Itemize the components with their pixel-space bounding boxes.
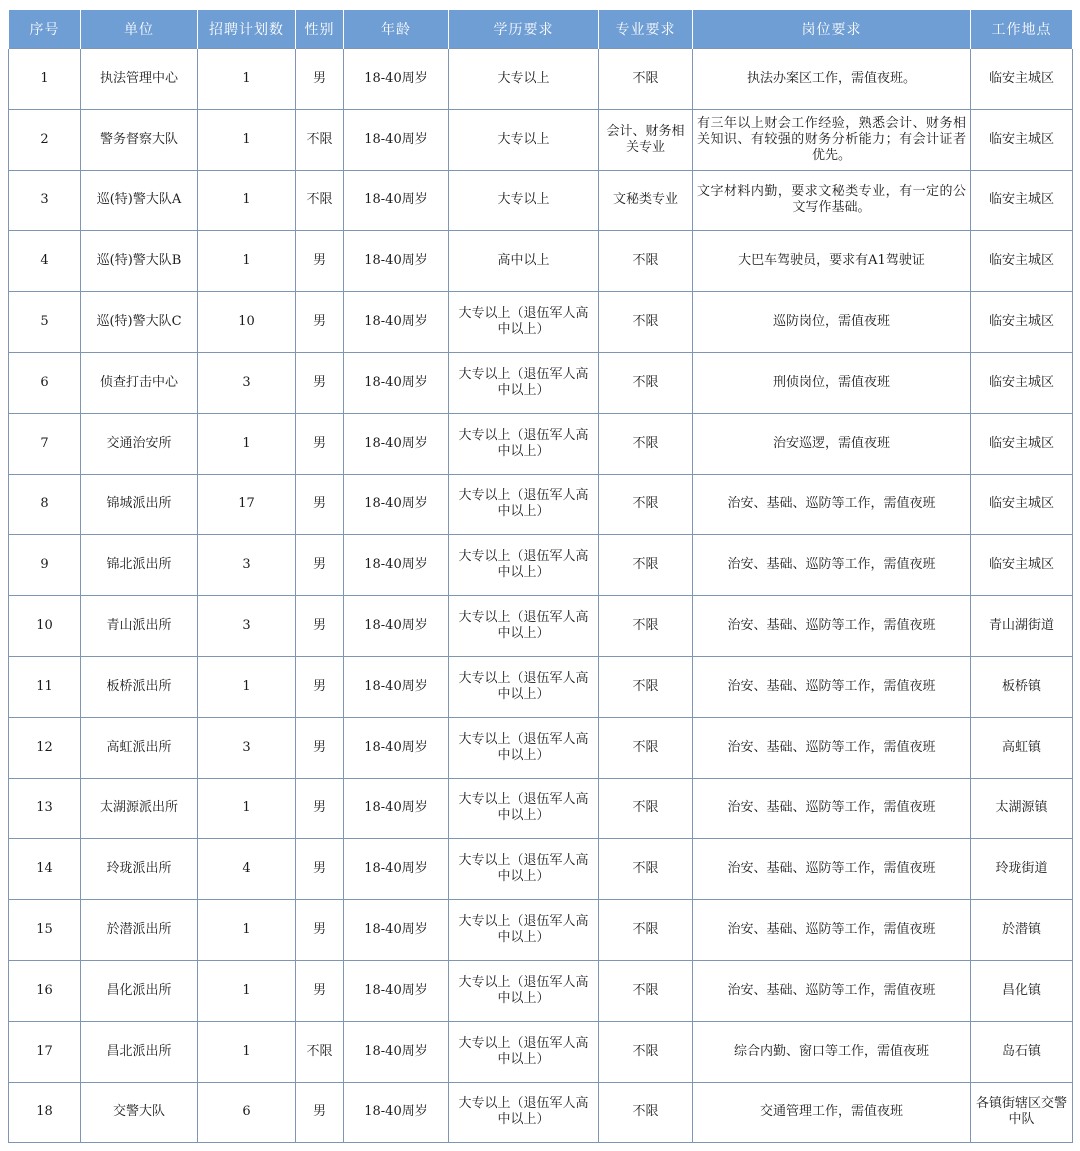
table-row: [9, 413, 1073, 474]
cell-major: 不限: [599, 778, 693, 839]
cell-major: 不限: [599, 1082, 693, 1143]
cell-job-requirement: 巡防岗位，需值夜班: [693, 292, 971, 353]
cell-index: 10: [9, 596, 81, 657]
cell-index: 1: [9, 49, 81, 110]
cell-unit: 昌北派出所: [81, 1021, 198, 1082]
cell-education: 大专以上（退伍军人高中以上）: [449, 292, 599, 353]
table-row: [9, 596, 1073, 657]
cell-age: 18-40周岁: [344, 1082, 449, 1143]
table-row: [9, 535, 1073, 596]
table-row: [9, 900, 1073, 961]
cell-unit: 锦城派出所: [81, 474, 198, 535]
cell-index: 13: [9, 778, 81, 839]
cell-plan-count: 4: [198, 839, 296, 900]
cell-education: 大专以上（退伍军人高中以上）: [449, 778, 599, 839]
cell-plan-count: 3: [198, 535, 296, 596]
cell-gender: 男: [296, 839, 344, 900]
cell-plan-count: 1: [198, 778, 296, 839]
cell-major: 不限: [599, 839, 693, 900]
cell-education: 大专以上（退伍军人高中以上）: [449, 474, 599, 535]
header-education: 学历要求: [449, 10, 599, 49]
cell-major: 不限: [599, 352, 693, 413]
cell-index: 4: [9, 231, 81, 292]
cell-location: 昌化镇: [971, 960, 1073, 1021]
header-major: 专业要求: [599, 10, 693, 49]
cell-job-requirement: 有三年以上财会工作经验，熟悉会计、财务相关知识、有较强的财务分析能力；有会计证者优先。: [693, 109, 971, 170]
table-row: [9, 109, 1073, 170]
cell-unit: 交警大队: [81, 1082, 198, 1143]
cell-index: 18: [9, 1082, 81, 1143]
cell-gender: 不限: [296, 109, 344, 170]
cell-location: 临安主城区: [971, 292, 1073, 353]
table-row: [9, 717, 1073, 778]
cell-job-requirement: 治安、基础、巡防等工作，需值夜班: [693, 717, 971, 778]
table-row: [9, 960, 1073, 1021]
cell-age: 18-40周岁: [344, 352, 449, 413]
cell-age: 18-40周岁: [344, 109, 449, 170]
cell-education: 大专以上（退伍军人高中以上）: [449, 596, 599, 657]
cell-gender: 不限: [296, 1021, 344, 1082]
cell-age: 18-40周岁: [344, 413, 449, 474]
cell-plan-count: 1: [198, 109, 296, 170]
cell-major: 会计、财务相关专业: [599, 109, 693, 170]
cell-major: 不限: [599, 900, 693, 961]
cell-job-requirement: 交通管理工作，需值夜班: [693, 1082, 971, 1143]
cell-job-requirement: 文字材料内勤，要求文秘类专业，有一定的公文写作基础。: [693, 170, 971, 231]
cell-gender: 男: [296, 717, 344, 778]
cell-location: 玲珑街道: [971, 839, 1073, 900]
cell-location: 太湖源镇: [971, 778, 1073, 839]
cell-location: 临安主城区: [971, 413, 1073, 474]
cell-index: 6: [9, 352, 81, 413]
cell-location: 临安主城区: [971, 109, 1073, 170]
table-row: [9, 839, 1073, 900]
cell-job-requirement: 大巴车驾驶员，要求有A1驾驶证: [693, 231, 971, 292]
cell-gender: 男: [296, 596, 344, 657]
cell-gender: 男: [296, 656, 344, 717]
cell-education: 大专以上（退伍军人高中以上）: [449, 1021, 599, 1082]
cell-gender: 男: [296, 535, 344, 596]
cell-plan-count: 1: [198, 231, 296, 292]
cell-gender: 男: [296, 900, 344, 961]
cell-location: 於潜镇: [971, 900, 1073, 961]
cell-plan-count: 1: [198, 1021, 296, 1082]
cell-gender: 男: [296, 474, 344, 535]
cell-index: 12: [9, 717, 81, 778]
cell-plan-count: 1: [198, 413, 296, 474]
cell-plan-count: 1: [198, 900, 296, 961]
cell-age: 18-40周岁: [344, 656, 449, 717]
cell-education: 大专以上: [449, 49, 599, 110]
cell-job-requirement: 刑侦岗位，需值夜班: [693, 352, 971, 413]
table-row: [9, 656, 1073, 717]
cell-location: 临安主城区: [971, 49, 1073, 110]
cell-job-requirement: 治安、基础、巡防等工作，需值夜班: [693, 960, 971, 1021]
header-index: 序号: [9, 10, 81, 49]
cell-major: 不限: [599, 1021, 693, 1082]
cell-age: 18-40周岁: [344, 900, 449, 961]
cell-unit: 高虹派出所: [81, 717, 198, 778]
cell-plan-count: 3: [198, 717, 296, 778]
cell-job-requirement: 治安、基础、巡防等工作，需值夜班: [693, 900, 971, 961]
cell-major: 文秘类专业: [599, 170, 693, 231]
cell-index: 16: [9, 960, 81, 1021]
cell-unit: 执法管理中心: [81, 49, 198, 110]
cell-age: 18-40周岁: [344, 474, 449, 535]
cell-index: 9: [9, 535, 81, 596]
cell-job-requirement: 治安、基础、巡防等工作，需值夜班: [693, 778, 971, 839]
cell-job-requirement: 治安、基础、巡防等工作，需值夜班: [693, 474, 971, 535]
cell-plan-count: 17: [198, 474, 296, 535]
cell-major: 不限: [599, 535, 693, 596]
cell-age: 18-40周岁: [344, 960, 449, 1021]
table-row: [9, 292, 1073, 353]
cell-unit: 锦北派出所: [81, 535, 198, 596]
cell-education: 大专以上: [449, 109, 599, 170]
cell-location: 临安主城区: [971, 231, 1073, 292]
cell-plan-count: 1: [198, 49, 296, 110]
cell-index: 14: [9, 839, 81, 900]
cell-major: 不限: [599, 717, 693, 778]
cell-age: 18-40周岁: [344, 231, 449, 292]
header-location: 工作地点: [971, 10, 1073, 49]
cell-gender: 男: [296, 292, 344, 353]
recruitment-table-container: [8, 10, 1072, 1143]
cell-job-requirement: 治安、基础、巡防等工作，需值夜班: [693, 656, 971, 717]
cell-unit: 昌化派出所: [81, 960, 198, 1021]
cell-job-requirement: 治安、基础、巡防等工作，需值夜班: [693, 535, 971, 596]
cell-age: 18-40周岁: [344, 170, 449, 231]
cell-education: 大专以上（退伍军人高中以上）: [449, 413, 599, 474]
cell-age: 18-40周岁: [344, 596, 449, 657]
cell-major: 不限: [599, 413, 693, 474]
cell-location: 高虹镇: [971, 717, 1073, 778]
cell-location: 岛石镇: [971, 1021, 1073, 1082]
cell-age: 18-40周岁: [344, 1021, 449, 1082]
cell-unit: 侦查打击中心: [81, 352, 198, 413]
cell-location: 临安主城区: [971, 170, 1073, 231]
cell-location: 青山湖街道: [971, 596, 1073, 657]
cell-gender: 男: [296, 352, 344, 413]
cell-plan-count: 1: [198, 170, 296, 231]
cell-education: 大专以上（退伍军人高中以上）: [449, 717, 599, 778]
table-row: [9, 1021, 1073, 1082]
table-row: [9, 1082, 1073, 1143]
cell-education: 大专以上（退伍军人高中以上）: [449, 535, 599, 596]
header-unit: 单位: [81, 10, 198, 49]
cell-gender: 男: [296, 1082, 344, 1143]
table-row: [9, 352, 1073, 413]
cell-plan-count: 6: [198, 1082, 296, 1143]
cell-plan-count: 10: [198, 292, 296, 353]
cell-location: 临安主城区: [971, 352, 1073, 413]
cell-location: 临安主城区: [971, 535, 1073, 596]
cell-age: 18-40周岁: [344, 535, 449, 596]
cell-age: 18-40周岁: [344, 49, 449, 110]
cell-job-requirement: 治安、基础、巡防等工作，需值夜班: [693, 839, 971, 900]
table-header-row: [9, 10, 1073, 49]
cell-unit: 板桥派出所: [81, 656, 198, 717]
table-row: [9, 778, 1073, 839]
cell-unit: 巡(特)警大队A: [81, 170, 198, 231]
table-row: [9, 231, 1073, 292]
cell-age: 18-40周岁: [344, 839, 449, 900]
cell-age: 18-40周岁: [344, 717, 449, 778]
cell-unit: 警务督察大队: [81, 109, 198, 170]
cell-index: 15: [9, 900, 81, 961]
cell-location: 各镇街辖区交警中队: [971, 1082, 1073, 1143]
header-gender: 性别: [296, 10, 344, 49]
cell-major: 不限: [599, 656, 693, 717]
cell-gender: 男: [296, 413, 344, 474]
cell-education: 大专以上（退伍军人高中以上）: [449, 960, 599, 1021]
cell-major: 不限: [599, 292, 693, 353]
cell-index: 2: [9, 109, 81, 170]
cell-education: 大专以上（退伍军人高中以上）: [449, 900, 599, 961]
cell-plan-count: 1: [198, 656, 296, 717]
cell-index: 7: [9, 413, 81, 474]
cell-unit: 太湖源派出所: [81, 778, 198, 839]
cell-education: 大专以上: [449, 170, 599, 231]
cell-major: 不限: [599, 960, 693, 1021]
cell-gender: 男: [296, 49, 344, 110]
cell-education: 大专以上（退伍军人高中以上）: [449, 352, 599, 413]
cell-plan-count: 3: [198, 352, 296, 413]
cell-major: 不限: [599, 231, 693, 292]
cell-index: 5: [9, 292, 81, 353]
cell-major: 不限: [599, 49, 693, 110]
cell-unit: 於潜派出所: [81, 900, 198, 961]
cell-age: 18-40周岁: [344, 292, 449, 353]
cell-education: 大专以上（退伍军人高中以上）: [449, 1082, 599, 1143]
cell-location: 临安主城区: [971, 474, 1073, 535]
cell-index: 8: [9, 474, 81, 535]
cell-education: 高中以上: [449, 231, 599, 292]
cell-unit: 青山派出所: [81, 596, 198, 657]
cell-gender: 男: [296, 231, 344, 292]
cell-gender: 男: [296, 778, 344, 839]
header-plan-count: 招聘计划数: [198, 10, 296, 49]
header-age: 年龄: [344, 10, 449, 49]
table-row: [9, 49, 1073, 110]
cell-job-requirement: 治安巡逻，需值夜班: [693, 413, 971, 474]
cell-gender: 不限: [296, 170, 344, 231]
header-job-requirement: 岗位要求: [693, 10, 971, 49]
cell-education: 大专以上（退伍军人高中以上）: [449, 656, 599, 717]
cell-major: 不限: [599, 596, 693, 657]
cell-unit: 巡(特)警大队B: [81, 231, 198, 292]
cell-index: 17: [9, 1021, 81, 1082]
cell-unit: 交通治安所: [81, 413, 198, 474]
cell-plan-count: 1: [198, 960, 296, 1021]
cell-age: 18-40周岁: [344, 778, 449, 839]
cell-major: 不限: [599, 474, 693, 535]
cell-unit: 巡(特)警大队C: [81, 292, 198, 353]
cell-job-requirement: 治安、基础、巡防等工作，需值夜班: [693, 596, 971, 657]
cell-job-requirement: 综合内勤、窗口等工作，需值夜班: [693, 1021, 971, 1082]
cell-index: 11: [9, 656, 81, 717]
cell-gender: 男: [296, 960, 344, 1021]
cell-job-requirement: 执法办案区工作，需值夜班。: [693, 49, 971, 110]
cell-education: 大专以上（退伍军人高中以上）: [449, 839, 599, 900]
cell-index: 3: [9, 170, 81, 231]
recruitment-table: [8, 10, 1073, 1143]
table-body: [9, 49, 1073, 1143]
cell-location: 板桥镇: [971, 656, 1073, 717]
cell-plan-count: 3: [198, 596, 296, 657]
table-row: [9, 474, 1073, 535]
table-row: [9, 170, 1073, 231]
cell-unit: 玲珑派出所: [81, 839, 198, 900]
